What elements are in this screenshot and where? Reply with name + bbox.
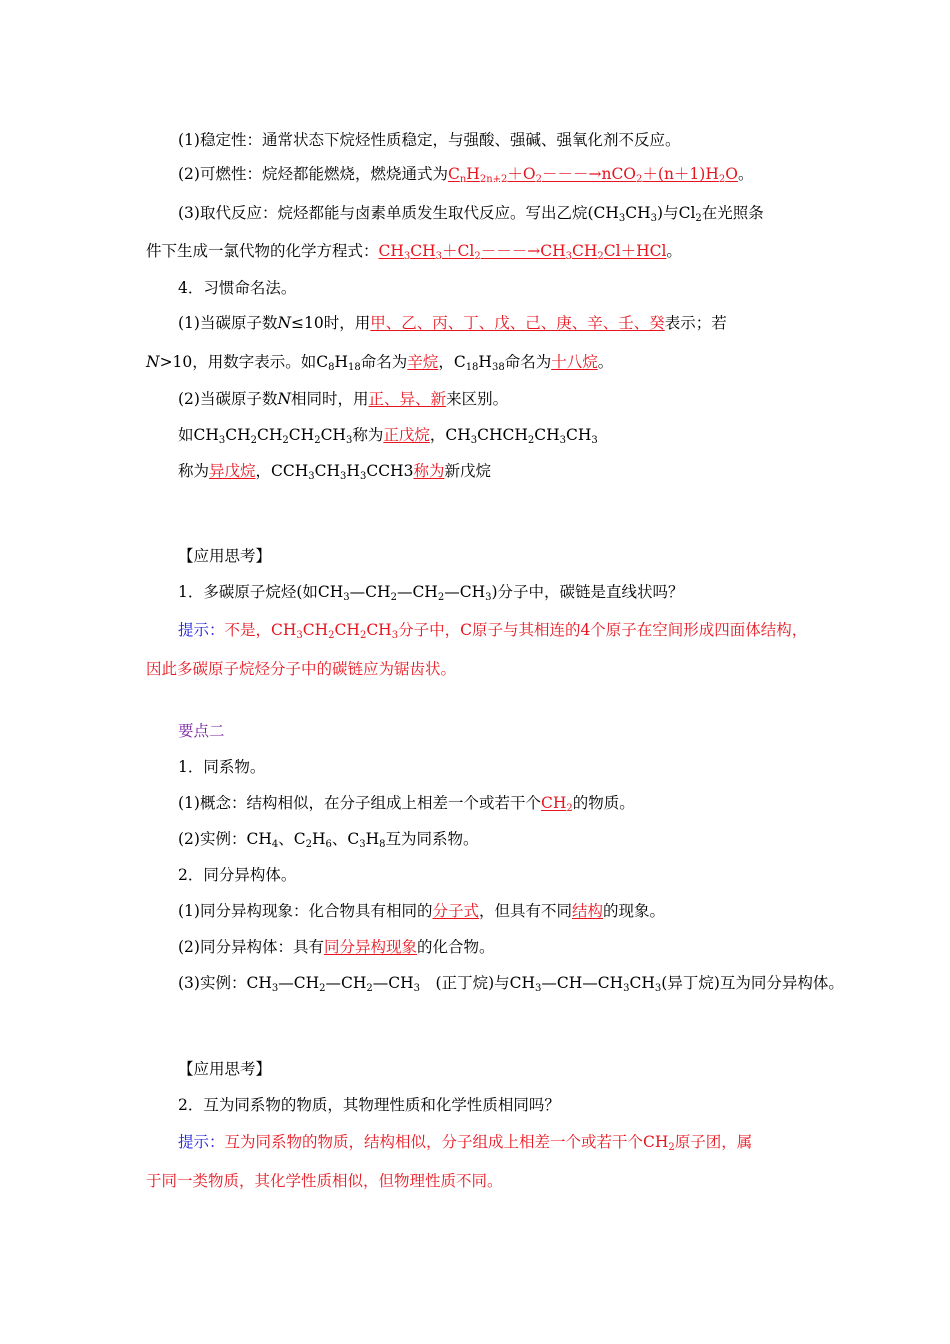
- isomer-concept: [178, 937, 495, 957]
- text-run: CH: [566, 426, 592, 444]
- subscript-text: 6: [325, 839, 332, 850]
- text-run: －－－→CH: [480, 242, 566, 260]
- think2-answer: [178, 1132, 752, 1152]
- isopentane-answer: 异戊烷: [209, 462, 256, 480]
- text-run: CH: [625, 204, 651, 222]
- text-run: 3: [403, 462, 414, 480]
- naming-heading: [178, 278, 296, 298]
- point2-heading: [178, 721, 225, 741]
- text-run: C: [447, 165, 460, 183]
- text-run: (异丁烷)互为同分异构体。: [661, 974, 844, 992]
- text-run: ≤10时，用: [291, 314, 371, 332]
- hint-label: 提示：: [178, 621, 225, 639]
- subscript-text: 3: [359, 471, 367, 482]
- text-run: >10，用数字表示。如C: [159, 353, 329, 371]
- pentane-example-line: [178, 425, 598, 445]
- text-run: 于同一类物质，其化学性质相似，但物理性质不同。: [146, 1172, 503, 1190]
- subscript-text: n: [459, 174, 467, 185]
- subscript-text: 3: [623, 983, 630, 994]
- text-run: 称为: [352, 426, 384, 444]
- naming-rule-1-cont: [146, 352, 613, 372]
- text-run: H: [334, 353, 349, 371]
- substitution-equation-line: [146, 241, 682, 261]
- text-run: (1)当碳原子数: [178, 314, 278, 332]
- isomer-heading: [178, 865, 296, 885]
- subscript-text: 2: [328, 630, 335, 641]
- text-run: 2．同分异构体。: [178, 866, 297, 884]
- subscript-text: 2: [437, 592, 445, 603]
- text-run: ，CH: [429, 426, 471, 444]
- text-run: CH: [302, 621, 329, 639]
- subscript-text: 2: [597, 251, 604, 262]
- octadecane-answer: 十八烷: [551, 353, 598, 371]
- text-run: CH: [288, 426, 315, 444]
- text-run: 1．多碳原子烷烃(如CH: [178, 583, 344, 601]
- think2-heading: [178, 1059, 271, 1079]
- text-run: CHCH: [477, 426, 528, 444]
- subscript-text: 3: [485, 592, 492, 603]
- subscript-text: 2: [474, 251, 481, 262]
- subscript-text: 3: [391, 630, 399, 641]
- text-run: H: [311, 830, 326, 848]
- text-run: ＋Cl: [442, 242, 475, 260]
- subscript-text: 2: [250, 435, 258, 446]
- molecular-formula-answer: 分子式: [432, 902, 479, 920]
- text-run: [225, 1133, 753, 1151]
- text-run: [225, 621, 808, 639]
- ch2-answer: [541, 794, 573, 812]
- text-run: (1)稳定性：通常状态下烷烃性质稳定，与强酸、强碱、强氧化剂不反应。: [178, 131, 681, 149]
- text-run: 4．习惯命名法。: [178, 279, 297, 297]
- subscript-text: 3: [618, 213, 626, 224]
- think1-answer: [178, 620, 807, 640]
- subscript-text: 8: [328, 362, 335, 373]
- think1-question: [178, 582, 684, 602]
- text-run: 【应用思考】: [178, 1060, 272, 1078]
- subscript-text: 2: [305, 839, 312, 850]
- subscript-text: 38: [491, 362, 505, 373]
- think1-answer-cont: [146, 659, 456, 679]
- text-run: 的化合物。: [416, 938, 495, 956]
- text-run: CH: [378, 242, 404, 260]
- homolog-example: [178, 829, 479, 849]
- subscript-text: 2: [366, 983, 373, 994]
- text-run: ＋O: [507, 165, 536, 183]
- prefix-answer: 正、异、新: [368, 390, 447, 408]
- text-run: 命名为: [360, 353, 408, 371]
- subscript-text: 2: [390, 592, 397, 603]
- text-run: O: [725, 165, 738, 183]
- text-run: (正丁烷)与CH: [420, 974, 535, 992]
- text-run: )与Cl: [657, 204, 696, 222]
- subscript-text: 3: [218, 435, 226, 446]
- text-run: 来区别。: [446, 390, 509, 408]
- text-run: —CH: [278, 974, 320, 992]
- text-run: ，但具有不同: [478, 902, 572, 920]
- n-pentane-answer: 正戊烷: [383, 426, 430, 444]
- combustion-formula: [448, 165, 738, 183]
- octane-answer: 辛烷: [407, 353, 439, 371]
- text-run: —CH: [349, 583, 391, 601]
- subscript-text: 3: [359, 839, 366, 850]
- text-run: 不是，CH: [224, 621, 297, 639]
- subscript-text: 2: [319, 983, 326, 994]
- text-run: H: [365, 830, 380, 848]
- text-run: ，CCH: [255, 462, 309, 480]
- text-run: H: [466, 165, 480, 183]
- text-run: CH: [366, 621, 392, 639]
- substitution-line: [178, 203, 764, 223]
- homolog-heading: [178, 757, 265, 777]
- subscript-text: 4: [271, 839, 279, 850]
- subscript-text: 18: [465, 362, 479, 373]
- homolog-concept: [178, 793, 635, 813]
- naming-rule-2: [178, 389, 508, 409]
- subscript-text: 3: [308, 471, 315, 482]
- text-run: CH: [410, 242, 436, 260]
- text-run: CH: [257, 426, 283, 444]
- text-run: 。: [737, 165, 754, 183]
- text-run: H: [478, 353, 492, 371]
- subscript-text: 3: [650, 213, 658, 224]
- text-run: 件下生成一氯代物的化学方程式：: [146, 242, 379, 260]
- subscript-text: 3: [470, 435, 478, 446]
- structure-answer: 结构: [572, 902, 604, 920]
- text-run: 原子团，属: [674, 1133, 753, 1151]
- subscript-text: 2: [282, 435, 289, 446]
- subscript-text: 2: [566, 803, 573, 814]
- text-run: 分子中，C原子与其相连的4个原子在空间形成四面体结构，: [398, 621, 808, 639]
- heavenly-stems-answer: 甲、乙、丙、丁、戊、己、庚、辛、壬、癸: [370, 314, 665, 332]
- pentane-example-line-2: [178, 461, 491, 481]
- text-run: —CH: [372, 974, 414, 992]
- text-run: 、C: [331, 830, 360, 848]
- subscript-text: 2: [535, 174, 542, 185]
- subscript-text: 3: [343, 592, 350, 603]
- text-run: N: [146, 353, 160, 371]
- subscript-text: 3: [654, 983, 662, 994]
- text-run: H: [346, 462, 360, 480]
- text-run: 要点二: [178, 722, 225, 740]
- text-run: (1)概念：结构相似，在分子组成上相差一个或若干个: [178, 794, 541, 812]
- naming-rule-1: [178, 313, 727, 333]
- text-run: 、C: [278, 830, 306, 848]
- stability-line: [178, 130, 680, 150]
- text-run: 的物质。: [572, 794, 635, 812]
- subscript-text: 3: [559, 435, 567, 446]
- text-run: CH: [334, 621, 360, 639]
- text-run: －－－→nCO: [541, 165, 637, 183]
- subscript-text: 3: [413, 983, 421, 994]
- isomer-example: [178, 973, 844, 993]
- subscript-text: 3: [345, 435, 353, 446]
- subscript-text: 2: [668, 1142, 675, 1153]
- think2-answer-cont: [146, 1171, 503, 1191]
- text-run: Cl＋HCl: [603, 242, 667, 260]
- text-run: 新戊烷: [444, 462, 491, 480]
- text-run: CH: [534, 426, 560, 444]
- text-run: CH: [320, 426, 346, 444]
- text-run: ，C: [438, 353, 466, 371]
- subscript-text: 3: [435, 251, 443, 262]
- text-run: 称为: [178, 462, 210, 480]
- text-run: 表示；若: [664, 314, 727, 332]
- text-run: (2)可燃性：烷烃都能燃烧，燃烧通式为: [178, 165, 448, 183]
- text-run: )分子中，碳链是直线状吗？: [491, 583, 684, 601]
- text-run: —CH: [396, 583, 438, 601]
- text-run: CCH: [366, 462, 404, 480]
- text-run: CH: [629, 974, 655, 992]
- text-run: —CH—CH: [541, 974, 624, 992]
- text-run: 。: [666, 242, 682, 260]
- combustion-line: [178, 164, 753, 184]
- isomerism-concept: [178, 901, 665, 921]
- text-run: (2)当碳原子数: [178, 390, 278, 408]
- subscript-text: 2: [718, 174, 726, 185]
- subscript-text: 3: [591, 435, 598, 446]
- text-run: CH: [572, 242, 598, 260]
- subscript-text: 3: [340, 471, 347, 482]
- text-run: (1)同分异构现象：化合物具有相同的: [178, 902, 433, 920]
- text-run: 如CH: [178, 426, 219, 444]
- subscript-text: 2: [695, 213, 702, 224]
- text-run: (2)实例：CH: [178, 830, 272, 848]
- text-run: 【应用思考】: [178, 547, 272, 565]
- text-run: 的现象。: [603, 902, 666, 920]
- subscript-text: 2: [636, 174, 643, 185]
- text-run: (3)实例：CH: [178, 974, 272, 992]
- isomerism-answer: 同分异构现象: [323, 938, 417, 956]
- hint-label: 提示：: [178, 1133, 225, 1151]
- text-run: 2．互为同系物的物质，其物理性质和化学性质相同吗？: [178, 1096, 560, 1114]
- subscript-text: 3: [535, 983, 542, 994]
- text-run: 互为同系物的物质，结构相似，分子组成上相差一个或若干个CH: [224, 1133, 669, 1151]
- text-run: N: [277, 390, 292, 408]
- text-run: CH: [540, 794, 567, 812]
- subscript-text: 3: [565, 251, 572, 262]
- text-run: N: [277, 314, 292, 332]
- text-run: CH: [314, 462, 341, 480]
- text-run: 。: [597, 353, 614, 371]
- subscript-text: 2: [359, 630, 367, 641]
- text-run: —CH: [444, 583, 486, 601]
- neopentane-answer: 称为: [413, 462, 445, 480]
- text-run: 命名为: [504, 353, 552, 371]
- text-run: 在光照条: [701, 204, 764, 222]
- subscript-text: 3: [296, 630, 303, 641]
- subscript-text: 2: [527, 435, 535, 446]
- subscript-text: 2: [314, 435, 321, 446]
- text-run: 互为同系物。: [385, 830, 479, 848]
- subscript-text: 18: [348, 362, 361, 373]
- text-run: (2)同分异构体：具有: [178, 938, 324, 956]
- subscript-text: 3: [271, 983, 279, 994]
- text-run: 相同时，用: [291, 390, 369, 408]
- text-run: —CH: [325, 974, 367, 992]
- substitution-equation: [379, 242, 667, 260]
- text-run: 因此多碳原子烷烃分子中的碳链应为锯齿状。: [146, 660, 457, 678]
- think2-question: [178, 1095, 560, 1115]
- think1-heading: [178, 546, 271, 566]
- subscript-text: 8: [379, 839, 386, 850]
- subscript-text: 2n+2: [479, 174, 508, 185]
- subscript-text: 3: [403, 251, 411, 262]
- text-run: CH: [225, 426, 251, 444]
- text-run: (3)取代反应：烷烃都能与卤素单质发生取代反应。写出乙烷(CH: [178, 204, 619, 222]
- text-run: 1．同系物。: [178, 758, 266, 776]
- text-run: ＋(n＋1)H: [642, 165, 719, 183]
